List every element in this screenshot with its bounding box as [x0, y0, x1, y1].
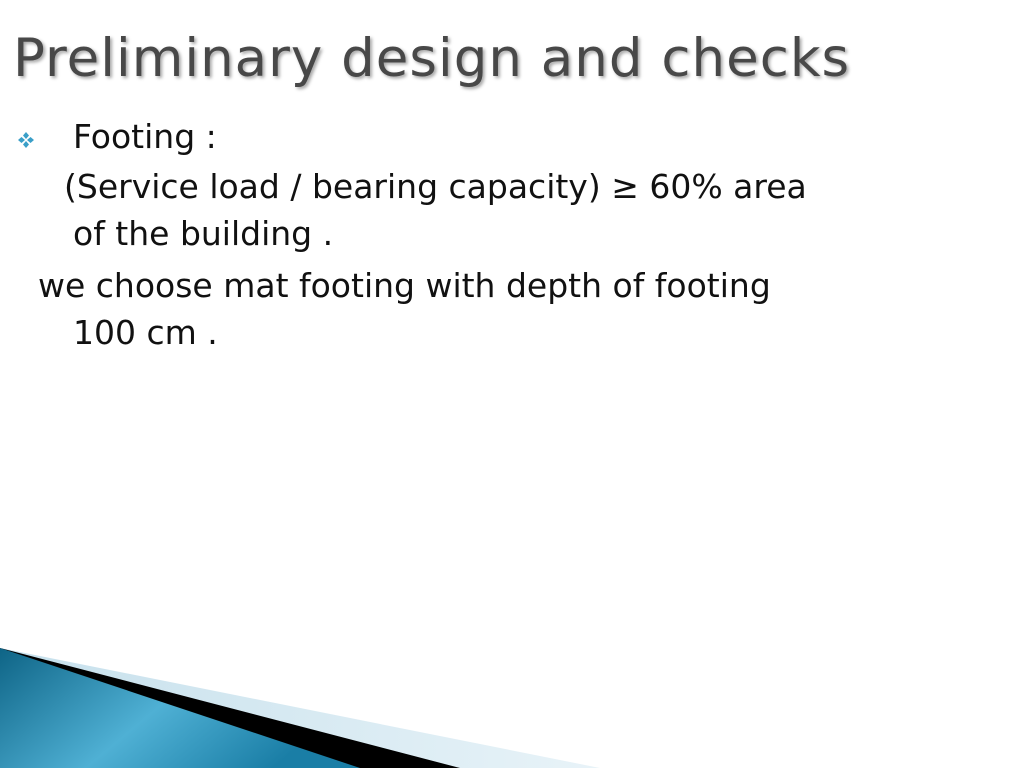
bullet-heading: Footing : [73, 117, 217, 156]
four-diamond-bullet-icon [16, 130, 36, 150]
slide-title: Preliminary design and checks [13, 28, 851, 89]
paragraph-line-2: 100 cm . [73, 313, 218, 352]
paragraph-line-1: we choose mat footing with depth of footing [38, 266, 771, 305]
teal-stripe [0, 648, 360, 768]
bullet-line-1: (Service load / bearing capacity) ≥ 60% area [64, 167, 807, 206]
decorative-corner-swoosh [0, 630, 1024, 768]
bullet-line-2: of the building . [73, 214, 334, 253]
